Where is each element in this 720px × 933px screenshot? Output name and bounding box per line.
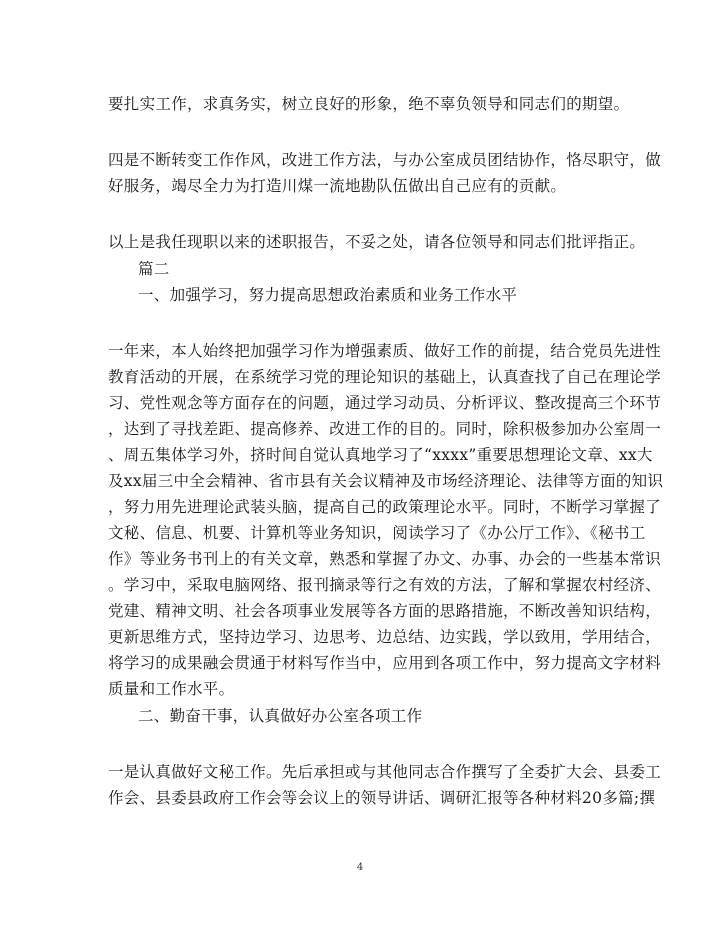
paragraph-line: 及xx届三中全会精神、省市县有关会议精神及市场经济理论、法律等方面的知识 [108, 472, 664, 490]
section-heading: 二、勤奋干事，认真做好办公室各项工作 [138, 707, 423, 725]
paragraph-line: 习、党性观念等方面存在的问题，通过学习动员、分析评议、整改提高三个环节 [108, 394, 662, 412]
paragraph-line: 。学习中，采取电脑网络、报刊摘录等行之有效的方法，了解和掌握农村经济、 [108, 576, 662, 594]
paragraph-line: 、周五集体学习外，挤时间自觉认真地学习了“xxxx”重要思想理论文章、xx大 [108, 446, 653, 464]
section-label: 篇二 [138, 260, 170, 278]
paragraph-line: 以上是我任现职以来的述职报告，不妥之处，请各位领导和同志们批评指正。 [108, 233, 646, 251]
paragraph-line: 文秘、信息、机要、计算机等业务知识，阅读学习了《办公厅工作》、《秘书工 [108, 524, 646, 542]
paragraph-line: ，努力用先进理论武装头脑，提高自己的政策理论水平。同时，不断学习掌握了 [108, 498, 662, 516]
paragraph-line: 教育活动的开展，在系统学习党的理论知识的基础上，认真查找了自己在理论学 [108, 368, 662, 386]
paragraph-line: 党建、精神文明、社会各项事业发展等各方面的思路措施，不断改善知识结构， [108, 602, 662, 620]
paragraph-line: ，达到了寻找差距、提高修养、改进工作的目的。同时，除积极参加办公室周一 [108, 420, 662, 438]
section-heading: 一、加强学习，努力提高思想政治素质和业务工作水平 [138, 286, 518, 304]
paragraph-line: 将学习的成果融会贯通于材料写作当中，应用到各项工作中，努力提高文字材料 [108, 654, 662, 672]
paragraph-line: 质量和工作水平。 [108, 680, 235, 698]
paragraph-line: 一是认真做好文秘工作。先后承担或与其他同志合作撰写了全委扩大会、县委工 [108, 763, 662, 781]
paragraph-line: 四是不断转变工作作风，改进工作方法，与办公室成员团结协作，恪尽职守，做 [108, 151, 662, 169]
paragraph-line: 作》等业务书刊上的有关文章，熟悉和掌握了办文、办事、办会的一些基本常识 [108, 550, 662, 568]
paragraph-line: 更新思维方式，坚持边学习、边思考、边总结、边实践，学以致用，学用结合， [108, 628, 662, 646]
paragraph-line: 要扎实工作，求真务实，树立良好的形象，绝不辜负领导和同志们的期望。 [108, 95, 630, 113]
paragraph-line: 作会、县委县政府工作会等会议上的领导讲话、调研汇报等各种材料20多篇;撰 [108, 789, 656, 807]
paragraph-line: 好服务，竭尽全力为打造川煤一流地勘队伍做出自己应有的贡献。 [108, 177, 567, 195]
paragraph-line: 一年来，本人始终把加强学习作为增强素质、做好工作的前提，结合党员先进性 [108, 342, 662, 360]
page-number: 4 [356, 862, 364, 873]
